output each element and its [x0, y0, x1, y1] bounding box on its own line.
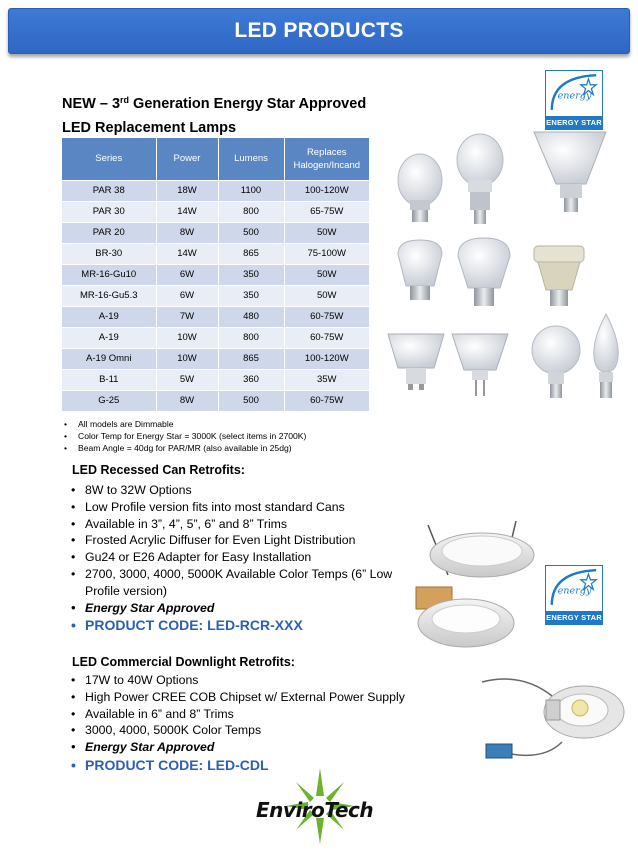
page-banner [8, 8, 630, 54]
br30-lamp-icon [398, 240, 442, 300]
logo-text: EnviroTech [256, 798, 374, 822]
recessed-bullets [70, 482, 405, 635]
cell-power: 6W [156, 264, 218, 285]
cell-series: PAR 20 [62, 222, 156, 243]
lamps-heading-line1 [62, 92, 442, 116]
cell-power: 14W [156, 243, 218, 264]
table-row [62, 348, 369, 369]
table-row [62, 243, 369, 264]
cell-power: 10W [156, 348, 218, 369]
col-replaces: Replaces Halogen/Incand [284, 138, 369, 180]
bullet-item: • 2700, 3000, 4000, 5000K Available Color Temps (6” Low Profile version) [70, 566, 405, 600]
cell-power: 14W [156, 201, 218, 222]
g25-globe-bulb-icon [532, 326, 580, 398]
recessed-section-title: LED Recessed Can Retrofits: [72, 463, 245, 477]
envirotech-logo [250, 766, 390, 846]
col-series: Series [62, 138, 156, 180]
bullet-item: • Frosted Acrylic Diffuser for Even Light Distribution [70, 532, 405, 549]
cell-lumens: 480 [218, 306, 284, 327]
a19-bulb-icon [398, 154, 442, 222]
commercial-bullets [70, 672, 430, 775]
lamp-spec-table [62, 138, 369, 411]
table-row [62, 369, 369, 390]
lamp-notes [64, 418, 394, 454]
mr16-gu53-lamp-icon [452, 334, 508, 396]
bullet-item: • Available in 3”, 4”, 5”, 6” and 8” Trims [70, 516, 405, 533]
energy-star-icon [546, 71, 602, 116]
col-power: Power [156, 138, 218, 180]
cell-series: B-11 [62, 369, 156, 390]
table-body [62, 180, 369, 411]
bullet-item: • Gu24 or E26 Adapter for Easy Installation [70, 549, 405, 566]
recessed-retrofit-image [398, 515, 538, 655]
bullet-item: • High Power CREE COB Chipset w/ External Power Supply [70, 689, 430, 706]
bullet-item: • Available in 6” and 8” Trims [70, 706, 430, 723]
lamps-heading-line2: LED Replacement Lamps [62, 120, 237, 136]
cell-power: 8W [156, 390, 218, 411]
cell-series: PAR 38 [62, 180, 156, 201]
table-header-row [62, 138, 369, 180]
cell-series: A-19 Omni [62, 348, 156, 369]
par20-lamp-icon [534, 246, 584, 306]
cell-power: 8W [156, 222, 218, 243]
cell-lumens: 360 [218, 369, 284, 390]
table-row [62, 390, 369, 411]
cell-replaces: 50W [284, 285, 369, 306]
energy-star-script: energy [557, 585, 592, 597]
cell-lumens: 500 [218, 390, 284, 411]
heading-sup: rd [120, 95, 130, 105]
note-item: • Beam Angle = 40dg for PAR/MR (also available in 25dg) [64, 442, 394, 454]
bullet-item-energy-star: • Energy Star Approved [70, 739, 430, 756]
cell-lumens: 500 [218, 222, 284, 243]
bullet-item-energy-star: • Energy Star Approved [70, 600, 405, 617]
par38-lamp-icon [534, 132, 606, 212]
energy-star-icon [546, 566, 602, 611]
cell-replaces: 60-75W [284, 327, 369, 348]
cell-lumens: 865 [218, 243, 284, 264]
bullet-item: • 8W to 32W Options [70, 482, 405, 499]
cell-series: A-19 [62, 306, 156, 327]
table-row [62, 327, 369, 348]
table-row [62, 306, 369, 327]
par30-lamp-icon [458, 238, 510, 306]
energy-star-script: energy [557, 90, 592, 102]
note-item: • All models are Dimmable [64, 418, 394, 430]
cell-power: 5W [156, 369, 218, 390]
table-row [62, 264, 369, 285]
banner-title: LED PRODUCTS [234, 19, 404, 42]
heading-pre: NEW – 3 [62, 96, 121, 112]
col-lumens: Lumens [218, 138, 284, 180]
energy-star-label: ENERGY STAR [546, 118, 602, 127]
cell-series: G-25 [62, 390, 156, 411]
energy-star-logo [545, 565, 603, 625]
cell-lumens: 350 [218, 285, 284, 306]
bullet-item: • Low Profile version fits into most standard Cans [70, 499, 405, 516]
heading-post: Generation Energy Star Approved [129, 96, 367, 112]
cell-replaces: 100-120W [284, 180, 369, 201]
cell-power: 10W [156, 327, 218, 348]
cell-power: 7W [156, 306, 218, 327]
product-code: • PRODUCT CODE: LED-CDL [70, 756, 430, 775]
cell-replaces: 35W [284, 369, 369, 390]
cell-replaces: 50W [284, 264, 369, 285]
cell-series: MR-16-Gu5.3 [62, 285, 156, 306]
lamp-products-image [384, 118, 630, 418]
cell-replaces: 65-75W [284, 201, 369, 222]
cell-series: MR-16-Gu10 [62, 264, 156, 285]
mr16-gu10-lamp-icon [388, 334, 444, 390]
commercial-downlight-image [462, 672, 630, 768]
cell-lumens: 800 [218, 327, 284, 348]
cell-series: BR-30 [62, 243, 156, 264]
cell-series: PAR 30 [62, 201, 156, 222]
product-code: • PRODUCT CODE: LED-RCR-XXX [70, 616, 405, 635]
cell-lumens: 350 [218, 264, 284, 285]
table-row [62, 222, 369, 243]
table-row [62, 285, 369, 306]
energy-star-label: ENERGY STAR [546, 613, 602, 622]
table-row [62, 180, 369, 201]
cell-replaces: 75-100W [284, 243, 369, 264]
bullet-item: • 3000, 4000, 5000K Color Temps [70, 722, 430, 739]
note-item: • Color Temp for Energy Star = 3000K (select items in 2700K) [64, 430, 394, 442]
a19-omni-bulb-icon [457, 134, 503, 224]
cell-lumens: 1100 [218, 180, 284, 201]
cell-replaces: 100-120W [284, 348, 369, 369]
cell-replaces: 60-75W [284, 306, 369, 327]
commercial-section-title: LED Commercial Downlight Retrofits: [72, 655, 295, 669]
cell-power: 6W [156, 285, 218, 306]
cell-lumens: 800 [218, 201, 284, 222]
table-row [62, 201, 369, 222]
b11-candle-bulb-icon [594, 314, 619, 398]
cell-replaces: 60-75W [284, 390, 369, 411]
cell-lumens: 865 [218, 348, 284, 369]
bullet-item: • 17W to 40W Options [70, 672, 430, 689]
cell-series: A-19 [62, 327, 156, 348]
cell-power: 18W [156, 180, 218, 201]
cell-replaces: 50W [284, 222, 369, 243]
